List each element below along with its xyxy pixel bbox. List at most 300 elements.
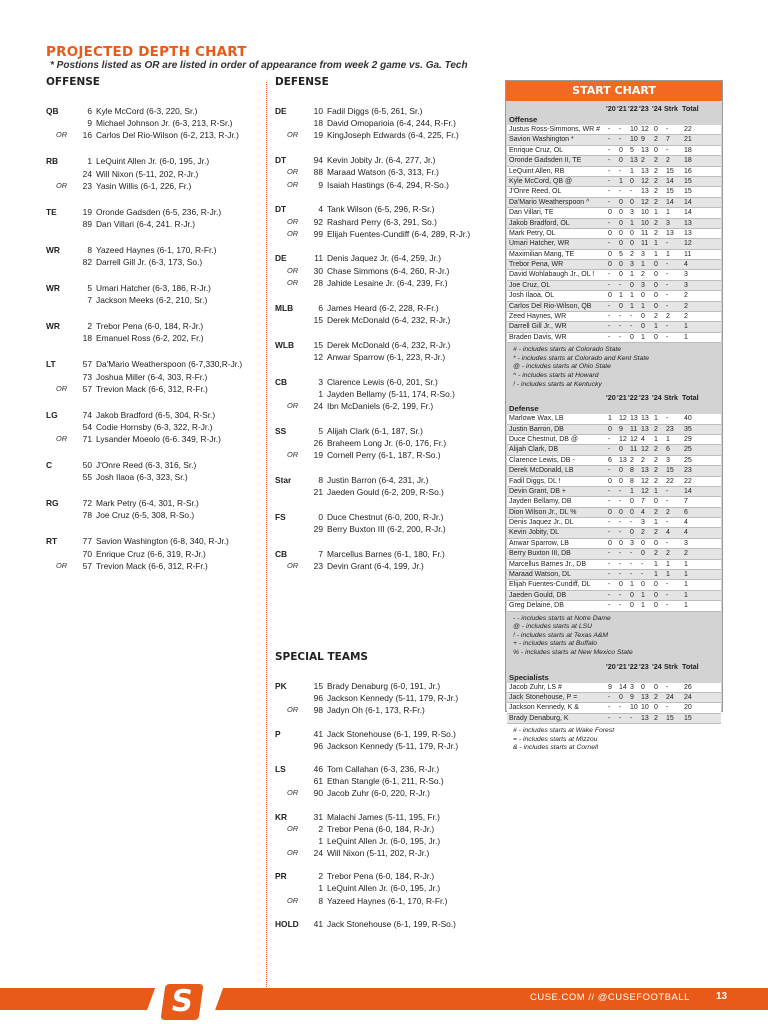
syracuse-logo: S bbox=[160, 984, 203, 1020]
start-value: 0 bbox=[608, 477, 612, 485]
start-value: - bbox=[630, 550, 633, 558]
player-name: Kyle McCord (6-3, 220, Sr.) bbox=[96, 106, 198, 116]
jersey-number: 71 bbox=[82, 434, 92, 445]
start-player-name: Fadil Diggs, DL ! bbox=[509, 477, 561, 485]
player-name: Braheem Long Jr. (6-0, 176, Fr.) bbox=[327, 437, 447, 448]
start-value: 3 bbox=[630, 209, 634, 217]
player-name: Enrique Cruz (6-6, 319, R-Jr.) bbox=[96, 548, 206, 559]
year-header-row bbox=[507, 102, 721, 114]
start-player-name: Braden Davis, WR bbox=[509, 333, 567, 341]
start-value: 12 bbox=[619, 415, 627, 423]
player-name: Jackson Meeks (6-2, 210, Sr.) bbox=[96, 295, 208, 306]
start-player-name: Kevin Jobity, DL bbox=[509, 529, 560, 537]
jersey-number: 8 bbox=[318, 895, 323, 906]
start-value: 1 bbox=[654, 435, 658, 443]
depth-row bbox=[275, 787, 500, 799]
depth-row bbox=[275, 216, 500, 228]
start-row bbox=[507, 456, 721, 466]
footnote: & - includes starts at Cornell bbox=[513, 744, 598, 752]
start-row bbox=[507, 167, 721, 177]
player-name: Trevion Mack (6-6, 312, R-Fr.) bbox=[96, 383, 208, 394]
start-value: - bbox=[666, 333, 669, 341]
depth-row bbox=[46, 129, 261, 141]
start-value: 1 bbox=[684, 591, 688, 599]
or-marker: OR bbox=[287, 705, 299, 715]
start-value: 0 bbox=[654, 498, 658, 506]
start-value: - bbox=[666, 581, 669, 589]
player-name: Carlos Del Rio-Wilson (6-2, 213, R-Jr.) bbox=[96, 130, 239, 141]
jersey-number: 88 bbox=[313, 167, 323, 178]
depth-row bbox=[46, 560, 261, 572]
start-value: - bbox=[619, 281, 622, 289]
depth-row bbox=[46, 155, 261, 167]
player-name: Tom Callahan (6-3, 236, R-Jr.) bbox=[327, 763, 440, 774]
player-name: Fadil Diggs (6-5, 261, Sr.) bbox=[327, 106, 423, 116]
player-name: Cornell Perry (6-1, 187, R-So.) bbox=[327, 450, 441, 461]
position-group bbox=[46, 409, 261, 446]
start-value: 2 bbox=[654, 693, 658, 701]
jersey-number: 21 bbox=[313, 487, 323, 498]
start-player-name: Da'Mario Weatherspoon ^ bbox=[509, 198, 590, 206]
player-name: Jayden Bellamy (5-11, 174, R-So.) bbox=[327, 388, 455, 399]
start-value: 35 bbox=[684, 425, 692, 433]
depth-row bbox=[275, 474, 500, 486]
player-name: Trebor Pena (6-0, 184, R-Jr.) bbox=[327, 871, 435, 882]
start-value: 11 bbox=[641, 240, 649, 248]
start-value: - bbox=[619, 571, 622, 579]
jersey-number: 6 bbox=[318, 302, 323, 313]
start-value: 0 bbox=[630, 333, 634, 341]
depth-row bbox=[275, 548, 500, 560]
year-column-header: Strk bbox=[664, 104, 678, 113]
start-value: 1 bbox=[641, 591, 645, 599]
jersey-number: 57 bbox=[82, 560, 92, 571]
depth-row bbox=[275, 314, 500, 326]
position-group bbox=[275, 425, 500, 462]
start-value: 2 bbox=[654, 157, 658, 165]
depth-row bbox=[275, 692, 500, 704]
depth-row bbox=[46, 433, 261, 445]
start-value: 11 bbox=[630, 446, 638, 454]
position-label: KR bbox=[275, 811, 288, 822]
start-value: 1 bbox=[666, 560, 670, 568]
year-column-header: '22 bbox=[628, 661, 638, 671]
jersey-number: 15 bbox=[313, 339, 323, 350]
special-teams-depth-list bbox=[275, 680, 500, 941]
start-value: 0 bbox=[619, 693, 623, 701]
start-value: 0 bbox=[608, 209, 612, 217]
player-name: Jakob Bradford (6-5, 304, R-Sr.) bbox=[96, 409, 216, 420]
depth-row bbox=[46, 421, 261, 433]
start-value: 3 bbox=[641, 281, 645, 289]
depth-row bbox=[275, 265, 500, 277]
or-marker: OR bbox=[287, 277, 299, 287]
start-row bbox=[507, 156, 721, 166]
start-value: - bbox=[666, 415, 669, 423]
start-player-name: Trebor Pena, WR bbox=[509, 261, 564, 269]
start-notes bbox=[507, 724, 721, 755]
start-value: 2 bbox=[641, 157, 645, 165]
offense-depth-list bbox=[46, 105, 261, 586]
start-player-name: J'Onre Reed, OL bbox=[509, 188, 562, 196]
start-value: 2 bbox=[630, 456, 634, 464]
start-row bbox=[507, 703, 721, 713]
jersey-number: 90 bbox=[313, 788, 323, 799]
depth-row bbox=[275, 823, 500, 835]
player-name: Derek McDonald (6-4, 232, R-Jr.) bbox=[327, 339, 451, 350]
or-marker: OR bbox=[56, 560, 68, 570]
player-name: Chase Simmons (6-4, 260, R-Jr.) bbox=[327, 265, 450, 276]
depth-row bbox=[275, 117, 500, 129]
start-value: - bbox=[608, 581, 611, 589]
position-group bbox=[46, 320, 261, 344]
jersey-number: 16 bbox=[82, 130, 92, 141]
start-value: 25 bbox=[684, 446, 692, 454]
start-value: - bbox=[608, 435, 611, 443]
position-label: DE bbox=[275, 253, 287, 264]
depth-row bbox=[275, 228, 500, 240]
start-value: - bbox=[608, 519, 611, 527]
depth-row bbox=[275, 339, 500, 351]
start-player-name: Duce Chestnut, DB @ bbox=[509, 435, 578, 443]
start-value: 1 bbox=[619, 177, 623, 185]
jersey-number: 1 bbox=[318, 883, 323, 894]
start-value: 1 bbox=[641, 333, 645, 341]
start-player-name: Alijah Clark, DB bbox=[509, 446, 559, 454]
player-name: KingJoseph Edwards (6-4, 225, Fr.) bbox=[327, 130, 459, 141]
start-value: 3 bbox=[630, 261, 634, 269]
jersey-number: 2 bbox=[87, 321, 92, 332]
footer-site-text[interactable]: CUSE.COM // @CUSEFOOTBALL bbox=[530, 992, 690, 1003]
start-value: 25 bbox=[684, 456, 692, 464]
start-value: 0 bbox=[608, 425, 612, 433]
or-marker: OR bbox=[56, 383, 68, 393]
start-value: 0 bbox=[608, 508, 612, 516]
start-player-name: Clarence Lewis, DB - bbox=[509, 456, 575, 464]
player-name: LeQuint Allen Jr. (6-0, 195, Jr.) bbox=[327, 883, 441, 894]
start-row bbox=[507, 528, 721, 538]
start-value: - bbox=[608, 602, 611, 610]
player-name: Joe Cruz (6-5, 308, R-So.) bbox=[96, 510, 195, 521]
start-value: 0 bbox=[630, 529, 634, 537]
jersey-number: 89 bbox=[82, 218, 92, 229]
start-value: 14 bbox=[619, 683, 627, 691]
start-value: 1 bbox=[630, 581, 634, 589]
start-value: 12 bbox=[641, 487, 649, 495]
start-value: - bbox=[608, 323, 611, 331]
start-value: - bbox=[619, 333, 622, 341]
start-value: 29 bbox=[684, 435, 692, 443]
year-header-row bbox=[507, 391, 721, 403]
start-value: 0 bbox=[641, 539, 645, 547]
start-value: - bbox=[608, 591, 611, 599]
position-label: DT bbox=[275, 155, 287, 166]
depth-row bbox=[46, 358, 261, 370]
start-value: - bbox=[619, 126, 622, 133]
or-marker: OR bbox=[56, 180, 68, 190]
start-chart-table bbox=[507, 102, 721, 755]
start-value: 13 bbox=[641, 167, 649, 175]
start-value: 1 bbox=[654, 571, 658, 579]
start-value: 0 bbox=[608, 292, 612, 300]
start-value: 0 bbox=[641, 683, 645, 691]
start-value: 0 bbox=[619, 581, 623, 589]
start-value: 0 bbox=[619, 539, 623, 547]
player-name: Trebor Pena (6-0, 184, R-Jr.) bbox=[96, 321, 204, 332]
start-value: 20 bbox=[684, 704, 692, 712]
page-title: PROJECTED DEPTH CHART bbox=[46, 44, 247, 60]
start-row bbox=[507, 125, 721, 135]
jersey-number: 8 bbox=[87, 244, 92, 255]
position-label: WR bbox=[46, 283, 60, 294]
jersey-number: 41 bbox=[313, 918, 323, 929]
start-value: 1 bbox=[654, 415, 658, 423]
start-value: - bbox=[630, 188, 633, 196]
start-value: 0 bbox=[619, 271, 623, 279]
jersey-number: 94 bbox=[313, 155, 323, 166]
start-value: - bbox=[608, 240, 611, 248]
start-value: - bbox=[619, 602, 622, 610]
jersey-number: 7 bbox=[87, 295, 92, 306]
position-label: FS bbox=[275, 511, 286, 522]
player-name: Jaeden Gould (6-2, 209, R-So.) bbox=[327, 487, 444, 498]
player-name: Lysander Moeolo (6-6. 349, R-Jr.) bbox=[96, 434, 221, 445]
year-column-header: '20 bbox=[606, 393, 616, 403]
start-value: - bbox=[619, 550, 622, 558]
player-name: Mark Petry (6-4, 301, R-Sr.) bbox=[96, 498, 199, 509]
start-row bbox=[507, 714, 721, 724]
start-value: 13 bbox=[630, 415, 638, 423]
start-row bbox=[507, 466, 721, 476]
depth-row bbox=[46, 509, 261, 521]
position-label: WR bbox=[46, 321, 60, 332]
start-value: 1 bbox=[630, 302, 634, 310]
jersey-number: 57 bbox=[82, 383, 92, 394]
start-value: 15 bbox=[666, 188, 674, 196]
start-value: 1 bbox=[684, 333, 688, 341]
player-name: Oronde Gadsden (6-5, 236, R-Jr.) bbox=[96, 206, 222, 217]
jersey-number: 26 bbox=[313, 437, 323, 448]
player-name: LeQuint Allen Jr. (6-0, 195, Jr.) bbox=[327, 835, 441, 846]
start-value: - bbox=[666, 146, 669, 154]
start-row bbox=[507, 291, 721, 301]
start-value: 11 bbox=[641, 229, 649, 237]
year-column-header: '22 bbox=[628, 393, 638, 403]
jersey-number: 29 bbox=[313, 524, 323, 535]
start-value: 13 bbox=[684, 229, 692, 237]
depth-row bbox=[275, 486, 500, 498]
start-row bbox=[507, 270, 721, 280]
footnote: + - includes starts at Buffalo bbox=[513, 640, 598, 648]
start-value: 12 bbox=[641, 477, 649, 485]
start-row bbox=[507, 580, 721, 590]
start-row bbox=[507, 570, 721, 580]
start-value: - bbox=[608, 188, 611, 196]
jersey-number: 1 bbox=[87, 156, 92, 167]
position-group bbox=[275, 339, 500, 363]
jersey-number: 73 bbox=[82, 371, 92, 382]
start-player-name: Marlowe Wax, LB bbox=[509, 415, 564, 423]
jersey-number: 99 bbox=[313, 228, 323, 239]
position-label: Star bbox=[275, 474, 292, 485]
player-name: Will Nixon (5-11, 202, R-Jr.) bbox=[96, 168, 199, 179]
footnote: ! - includes starts at Texas A&M bbox=[513, 631, 609, 639]
depth-row bbox=[275, 425, 500, 437]
jersey-number: 30 bbox=[313, 265, 323, 276]
year-column-header: Strk bbox=[664, 393, 678, 403]
footnote: * - includes starts at Colorado and Kent State bbox=[513, 354, 650, 362]
start-row bbox=[507, 518, 721, 528]
start-value: - bbox=[608, 693, 611, 701]
player-name: Dan Villari (6-4, 241. R-Jr.) bbox=[96, 218, 195, 229]
start-value: 1 bbox=[684, 571, 688, 579]
start-value: 2 bbox=[654, 188, 658, 196]
start-value: - bbox=[608, 333, 611, 341]
start-value: - bbox=[666, 261, 669, 269]
year-column-header: '20 bbox=[606, 661, 616, 671]
start-row bbox=[507, 208, 721, 218]
start-value: - bbox=[608, 313, 611, 321]
start-value: 0 bbox=[654, 281, 658, 289]
start-player-name: Darrell Gill Jr., WR bbox=[509, 323, 567, 331]
jersey-number: 77 bbox=[82, 536, 92, 547]
start-value: 2 bbox=[654, 508, 658, 516]
start-value: 0 bbox=[619, 146, 623, 154]
start-row bbox=[507, 302, 721, 312]
start-value: 0 bbox=[630, 198, 634, 206]
start-value: - bbox=[619, 487, 622, 495]
position-label: RG bbox=[46, 498, 59, 509]
start-value: - bbox=[630, 313, 633, 321]
start-value: - bbox=[666, 292, 669, 300]
depth-row bbox=[275, 560, 500, 572]
depth-row bbox=[46, 117, 261, 129]
start-value: 15 bbox=[684, 177, 692, 185]
year-column-header: '24 bbox=[652, 393, 662, 403]
depth-row bbox=[46, 105, 261, 117]
depth-row bbox=[275, 740, 500, 752]
start-value: 15 bbox=[684, 188, 692, 196]
start-player-name: Kyle McCord, QB @ bbox=[509, 177, 573, 185]
start-value: 2 bbox=[654, 425, 658, 433]
start-value: 2 bbox=[654, 219, 658, 227]
jersey-number: 2 bbox=[318, 823, 323, 834]
start-row bbox=[507, 333, 721, 343]
start-player-name: Justus Ross-Simmons, WR # bbox=[509, 126, 601, 133]
year-column-header: '21 bbox=[617, 661, 627, 671]
jersey-number: 0 bbox=[318, 511, 323, 522]
start-value: 6 bbox=[608, 456, 612, 464]
start-value: 0 bbox=[654, 602, 658, 610]
start-value: 22 bbox=[684, 477, 692, 485]
start-value: - bbox=[608, 146, 611, 154]
start-player-name: David Wohlabaugh Jr., OL ! bbox=[509, 271, 595, 279]
start-row bbox=[507, 322, 721, 332]
start-value: 2 bbox=[684, 550, 688, 558]
start-row bbox=[507, 260, 721, 270]
start-value: 1 bbox=[608, 415, 612, 423]
start-value: 14 bbox=[684, 198, 692, 206]
jersey-number: 23 bbox=[82, 180, 92, 191]
start-value: 0 bbox=[654, 591, 658, 599]
start-value: - bbox=[608, 271, 611, 279]
start-value: 0 bbox=[654, 271, 658, 279]
start-player-name: Maraad Watson, DL bbox=[509, 571, 571, 579]
footnote: - - includes starts at Notre Dame bbox=[513, 614, 611, 622]
jersey-number: 24 bbox=[82, 168, 92, 179]
start-value: 3 bbox=[630, 683, 634, 691]
start-value: 2 bbox=[654, 313, 658, 321]
start-value: - bbox=[619, 529, 622, 537]
start-value: 2 bbox=[654, 529, 658, 537]
position-group bbox=[46, 497, 261, 521]
start-value: - bbox=[666, 498, 669, 506]
footnote: ^ - includes starts at Howard bbox=[513, 371, 599, 379]
start-value: 16 bbox=[684, 167, 692, 175]
start-value: 1 bbox=[684, 602, 688, 610]
position-group bbox=[275, 203, 500, 240]
position-label: CB bbox=[275, 548, 288, 559]
start-player-name: Savion Washington * bbox=[509, 136, 574, 144]
start-value: - bbox=[630, 519, 633, 527]
start-category-label: Defense bbox=[509, 404, 539, 414]
year-column-header: Total bbox=[682, 104, 699, 113]
position-group bbox=[275, 105, 500, 142]
position-group bbox=[275, 154, 500, 191]
player-name: Isaiah Hastings (6-4, 294, R-So.) bbox=[327, 179, 449, 190]
player-name: Brady Denaburg (6-0, 191, Jr.) bbox=[327, 681, 441, 691]
start-player-name: Zeed Haynes, WR bbox=[509, 313, 567, 321]
start-row bbox=[507, 477, 721, 487]
start-value: 1 bbox=[630, 292, 634, 300]
start-value: - bbox=[619, 188, 622, 196]
start-value: 2 bbox=[684, 292, 688, 300]
start-player-name: Anwar Sparrow, LB bbox=[509, 539, 569, 547]
jersey-number: 5 bbox=[87, 283, 92, 294]
jersey-number: 19 bbox=[313, 450, 323, 461]
depth-row bbox=[46, 383, 261, 395]
start-value: 1 bbox=[630, 167, 634, 175]
start-value: 0 bbox=[654, 704, 658, 712]
jersey-number: 2 bbox=[318, 871, 323, 882]
year-column-header: '24 bbox=[652, 104, 662, 113]
start-value: 1 bbox=[684, 581, 688, 589]
position-label: DE bbox=[275, 106, 287, 116]
start-player-name: Berry Buxton III, DB bbox=[509, 550, 571, 558]
jersey-number: 74 bbox=[82, 409, 92, 420]
start-value: 0 bbox=[619, 446, 623, 454]
player-name: Yazeed Haynes (6-1, 170, R-Fr.) bbox=[327, 895, 448, 906]
depth-row bbox=[275, 154, 500, 166]
start-value: 0 bbox=[641, 323, 645, 331]
start-value: 1 bbox=[630, 271, 634, 279]
start-value: - bbox=[619, 560, 622, 568]
start-value: 0 bbox=[654, 261, 658, 269]
start-value: 12 bbox=[684, 240, 692, 248]
start-value: 2 bbox=[654, 467, 658, 475]
depth-row bbox=[46, 471, 261, 483]
jersey-number: 12 bbox=[313, 351, 323, 362]
start-value: 0 bbox=[619, 198, 623, 206]
depth-row bbox=[275, 437, 500, 449]
start-value: - bbox=[641, 560, 644, 568]
defense-depth-list bbox=[275, 105, 500, 585]
column-divider bbox=[266, 82, 267, 987]
jersey-number: 11 bbox=[314, 253, 323, 264]
start-value: 22 bbox=[666, 477, 674, 485]
start-player-name: Derek McDonald, LB bbox=[509, 467, 574, 475]
start-value: 8 bbox=[630, 477, 634, 485]
